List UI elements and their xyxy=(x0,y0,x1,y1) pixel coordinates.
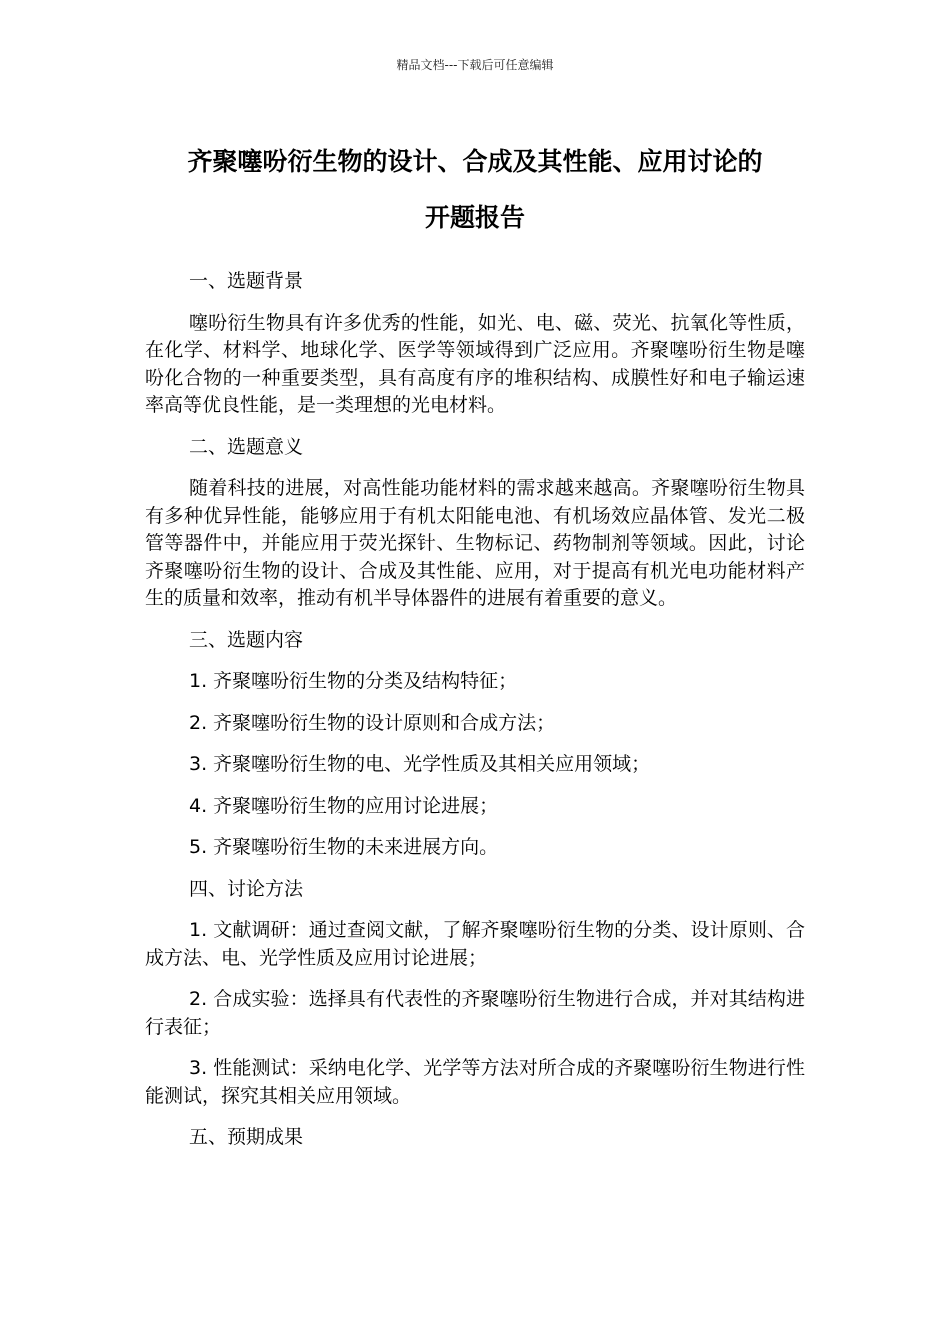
list-item: 1. 齐聚噻吩衍生物的分类及结构特征； xyxy=(189,670,518,692)
paragraph-significance: 随着科技的进展，对高性能功能材料的需求越来越高。齐聚噻吩衍生物具有多种优异性能，能够应用于有机太阳能电池、有机场效应晶体管、发光二极管等器件中，并能应用于荧光探针、生物标记、药物制剂等领域。因此，讨论齐聚噻吩衍生物的设计、合成及其性能、应用，对于提高有机光电功能材料产生的质量和效率，推动有机半导体器件的进展有着重要的意义。 xyxy=(145,477,805,609)
document-title xyxy=(130,134,820,246)
section-heading-content: 三、选题内容 xyxy=(189,628,304,651)
document-body xyxy=(145,268,805,1166)
section-heading-methods: 四、讨论方法 xyxy=(189,877,304,900)
section-heading-outcomes: 五、预期成果 xyxy=(189,1126,304,1148)
section-heading-background: 一、选题背景 xyxy=(189,270,304,292)
list-item: 2. 齐聚噻吩衍生物的设计原则和合成方法； xyxy=(189,711,556,734)
title-line-2: 开题报告 xyxy=(424,203,525,232)
section-heading-significance: 二、选题意义 xyxy=(189,435,304,458)
list-item: 2. 合成实验：选择具有代表性的齐聚噻吩衍生物进行合成，并对其结构进行表征； xyxy=(145,988,805,1038)
list-item: 1. 文献调研：通过查阅文献，了解齐聚噻吩衍生物的分类、设计原则、合成方法、电、光学性质及应用讨论进展； xyxy=(145,919,805,969)
title-line-1: 齐聚噻吩衍生物的设计、合成及其性能、应用讨论的 xyxy=(187,147,763,176)
list-item: 3. 齐聚噻吩衍生物的电、光学性质及其相关应用领域； xyxy=(189,753,651,775)
list-item: 5. 齐聚噻吩衍生物的未来进展方向。 xyxy=(189,836,499,858)
list-item: 4. 齐聚噻吩衍生物的应用讨论进展； xyxy=(189,794,499,817)
list-item: 3. 性能测试：采纳电化学、光学等方法对所合成的齐聚噻吩衍生物进行性能测试，探究其相关应用领域。 xyxy=(145,1057,805,1107)
paragraph-background: 噻吩衍生物具有许多优秀的性能，如光、电、磁、荧光、抗氧化等性质，在化学、材料学、地球化学、医学等领域得到广泛应用。齐聚噻吩衍生物是噻吩化合物的一种重要类型，具有高度有序的堆积结构、成膜性好和电子输运速率高等优良性能，是一类理想的光电材料。 xyxy=(145,311,805,416)
header-note: 精品文档---下载后可任意编辑 xyxy=(396,58,554,72)
